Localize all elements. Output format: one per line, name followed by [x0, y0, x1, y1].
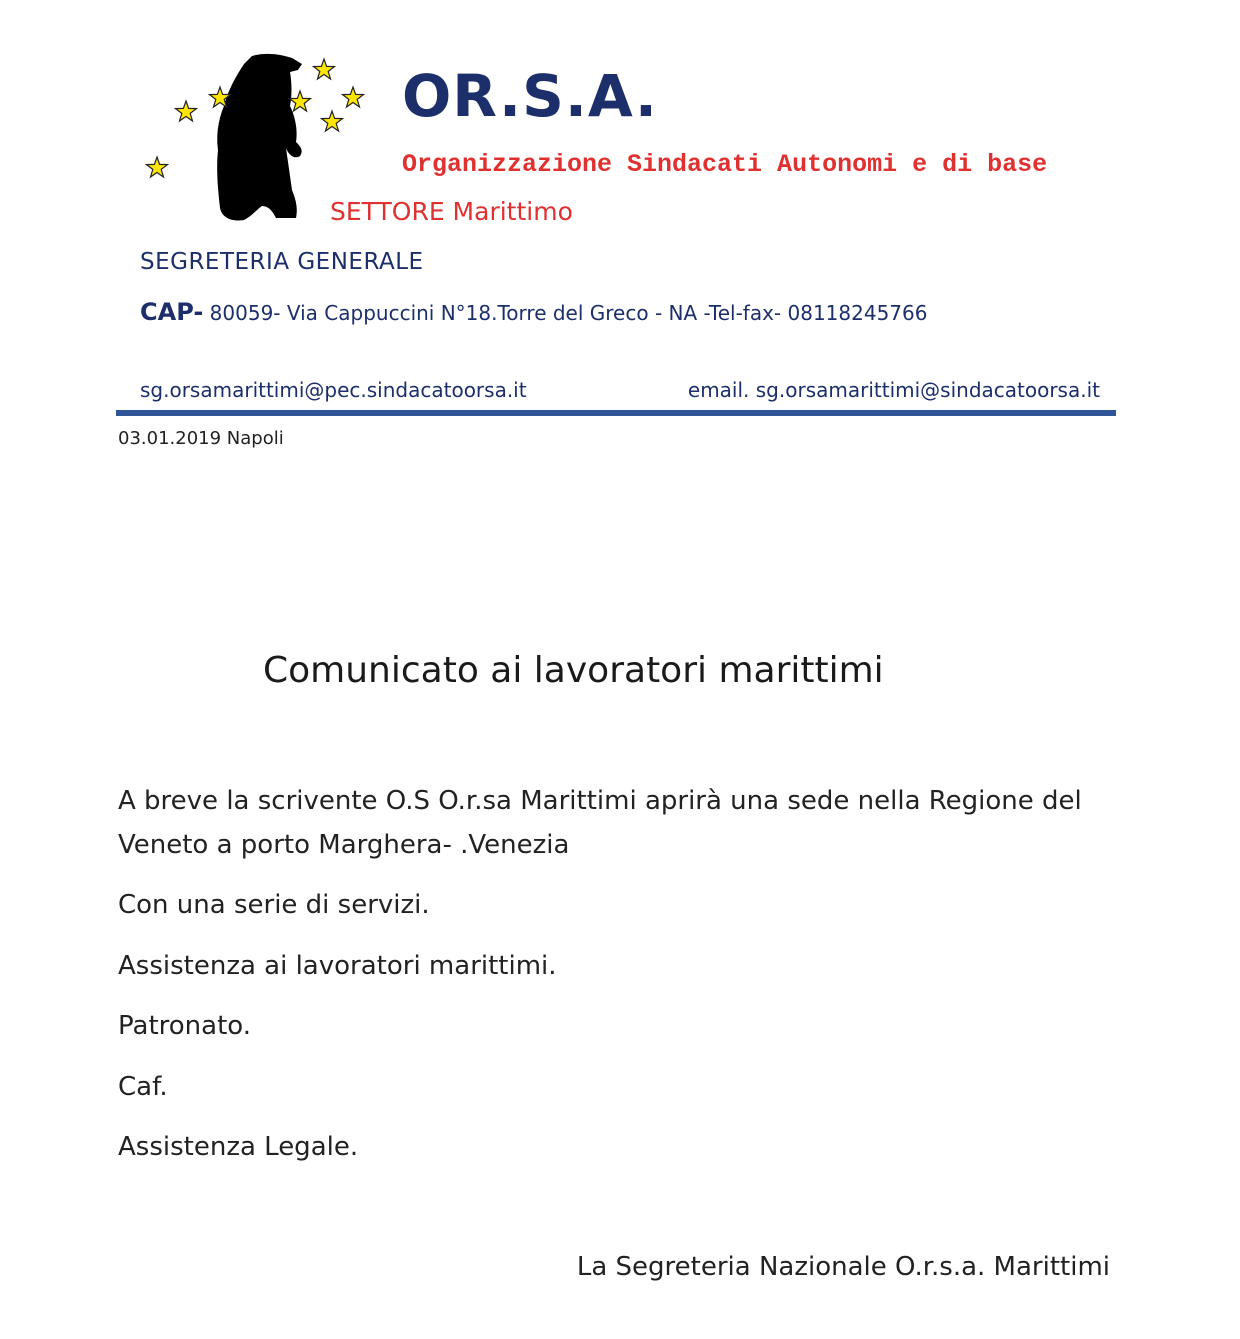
secretariat-label: SEGRETERIA GENERALE: [140, 249, 424, 275]
header-divider: [116, 410, 1116, 416]
org-name: OR.S.A.: [402, 62, 658, 130]
org-full-name: Organizzazione Sindacati Autonomi e di base: [402, 150, 1048, 179]
email-address: email. sg.orsamarittimi@sindacatoorsa.it: [687, 378, 1100, 402]
intro-line-1: A breve la scrivente O.S O.r.sa Marittimi aprirà una sede nella Regione del: [118, 786, 1082, 816]
intro-line-2: Veneto a porto Marghera- .Venezia: [118, 830, 570, 860]
address-line: [140, 298, 927, 326]
service-item: Assistenza ai lavoratori marittimi.: [118, 951, 557, 981]
service-item: Assistenza Legale.: [118, 1132, 359, 1162]
service-item: Caf.: [118, 1072, 168, 1102]
address-details: 80059- Via Cappuccini N°18.Torre del Greco - NA -Tel-fax- 08118245766: [203, 301, 928, 325]
page-title: Comunicato ai lavoratori marittimi: [263, 650, 884, 691]
bear-silhouette: [217, 54, 302, 221]
address-cap: CAP-: [140, 298, 204, 326]
signature: La Segreteria Nazionale O.r.s.a. Marittimi: [576, 1252, 1110, 1282]
service-item: Patronato.: [118, 1011, 251, 1041]
pec-address: sg.orsamarittimi@pec.sindacatoorsa.it: [140, 378, 527, 402]
sector-label: SETTORE Marittimo: [330, 197, 573, 226]
services-intro: Con una serie di servizi.: [118, 890, 430, 920]
date-place: 03.01.2019 Napoli: [118, 428, 284, 449]
